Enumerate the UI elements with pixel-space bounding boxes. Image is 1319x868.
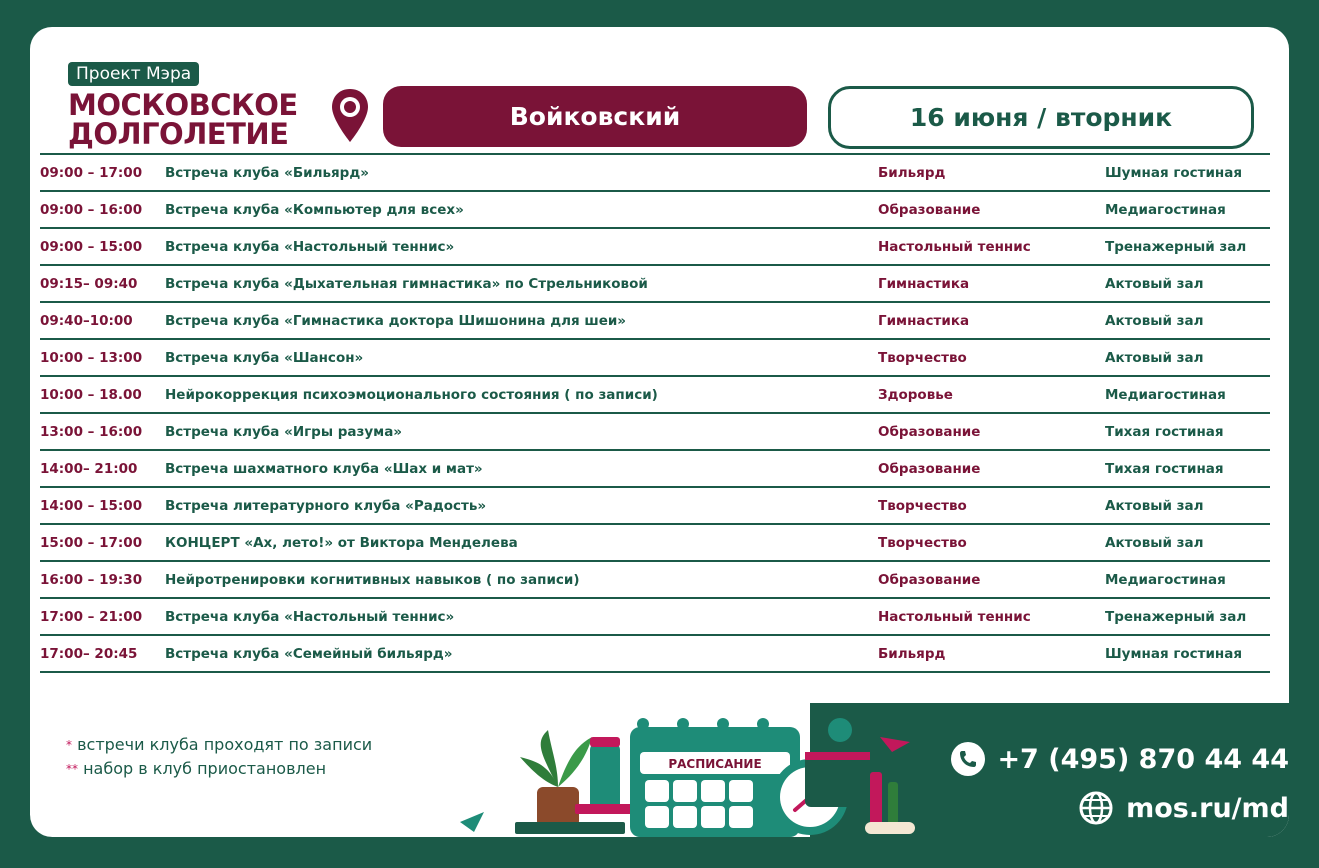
table-row <box>40 228 1270 265</box>
event-category: Творчество <box>878 534 967 551</box>
event-name: Встреча клуба «Компьютер для всех» <box>165 201 464 218</box>
website-contact[interactable] <box>1078 790 1289 826</box>
event-name: Встреча клуба «Бильярд» <box>165 164 369 181</box>
event-name: Встреча клуба «Семейный бильярд» <box>165 645 453 662</box>
event-room: Шумная гостиная <box>1105 164 1243 181</box>
table-row <box>40 302 1270 339</box>
footnotes <box>66 733 372 781</box>
event-room: Медиагостиная <box>1105 386 1226 403</box>
table-row <box>40 265 1270 302</box>
event-name: Нейротренировки когнитивных навыков ( по записи) <box>165 571 580 588</box>
event-name: Встреча клуба «Настольный теннис» <box>165 238 455 255</box>
event-time: 17:00– 20:45 <box>40 645 138 662</box>
event-category: Творчество <box>878 497 967 514</box>
event-time: 17:00 – 21:00 <box>40 608 143 625</box>
schedule-table <box>40 153 1270 673</box>
event-name: Встреча шахматного клуба «Шах и мат» <box>165 460 483 477</box>
event-room: Тренажерный зал <box>1105 608 1247 625</box>
event-room: Актовый зал <box>1105 349 1204 366</box>
event-time: 10:00 – 13:00 <box>40 349 143 366</box>
event-category: Настольный теннис <box>878 608 1031 625</box>
table-row <box>40 524 1270 561</box>
event-name: Нейрокоррекция психоэмоционального состояния ( по записи) <box>165 386 658 403</box>
table-row <box>40 191 1270 228</box>
event-room: Актовый зал <box>1105 275 1204 292</box>
event-category: Настольный теннис <box>878 238 1031 255</box>
event-room: Шумная гостиная <box>1105 645 1243 662</box>
event-time: 16:00 – 19:30 <box>40 571 143 588</box>
event-time: 09:00 – 17:00 <box>40 164 143 181</box>
event-time: 14:00 – 15:00 <box>40 497 143 514</box>
event-name: КОНЦЕРТ «Ах, лето!» от Виктора Менделева <box>165 534 518 551</box>
event-time: 09:00 – 16:00 <box>40 201 143 218</box>
table-row <box>40 487 1270 524</box>
event-category: Бильярд <box>878 645 946 662</box>
event-room: Тренажерный зал <box>1105 238 1247 255</box>
event-category: Образование <box>878 460 981 477</box>
event-room: Актовый зал <box>1105 534 1204 551</box>
event-name: Встреча клуба «Дыхательная гимнастика» по Стрельниковой <box>165 275 648 292</box>
table-row <box>40 339 1270 376</box>
event-name: Встреча клуба «Настольный теннис» <box>165 608 455 625</box>
event-room: Медиагостиная <box>1105 571 1226 588</box>
table-row <box>40 413 1270 450</box>
schedule-illustration <box>440 682 920 837</box>
event-time: 10:00 – 18.00 <box>40 386 142 403</box>
event-name: Встреча литературного клуба «Радость» <box>165 497 487 514</box>
event-category: Здоровье <box>878 386 953 403</box>
logo-title: МОСКОВСКОЕ ДОЛГОЛЕТИЕ <box>68 88 298 151</box>
event-room: Тихая гостиная <box>1105 460 1224 477</box>
table-row <box>40 376 1270 413</box>
event-category: Образование <box>878 423 981 440</box>
project-label: Проект Мэра <box>68 62 199 86</box>
event-category: Гимнастика <box>878 275 970 292</box>
event-room: Актовый зал <box>1105 312 1204 329</box>
event-room: Медиагостиная <box>1105 201 1226 218</box>
note-2: ** набор в клуб приостановлен <box>66 759 327 778</box>
phone-number: +7 (495) 870 44 44 <box>997 743 1289 775</box>
event-time: 09:40–10:00 <box>40 312 133 329</box>
location-name: Войковский <box>383 86 807 147</box>
event-time: 09:00 – 15:00 <box>40 238 143 255</box>
event-room: Тихая гостиная <box>1105 423 1224 440</box>
event-time: 09:15– 09:40 <box>40 275 138 292</box>
table-row <box>40 598 1270 635</box>
event-name: Встреча клуба «Шансон» <box>165 349 364 366</box>
event-category: Бильярд <box>878 164 946 181</box>
event-name: Встреча клуба «Игры разума» <box>165 423 403 440</box>
phone-icon <box>951 742 985 776</box>
event-category: Образование <box>878 571 981 588</box>
event-category: Творчество <box>878 349 967 366</box>
table-row <box>40 450 1270 487</box>
event-name: Встреча клуба «Гимнастика доктора Шишонина для шеи» <box>165 312 627 329</box>
event-room: Актовый зал <box>1105 497 1204 514</box>
globe-icon <box>1078 790 1114 826</box>
event-category: Образование <box>878 201 981 218</box>
event-category: Гимнастика <box>878 312 970 329</box>
calendar-label: РАСПИСАНИЕ <box>668 757 762 771</box>
date-label: 16 июня / вторник <box>828 86 1254 149</box>
phone-contact[interactable] <box>951 742 1289 776</box>
table-row <box>40 635 1270 672</box>
schedule-card <box>30 27 1289 837</box>
table-row <box>40 154 1270 191</box>
website-url: mos.ru/md <box>1126 792 1289 824</box>
event-time: 15:00 – 17:00 <box>40 534 143 551</box>
event-time: 14:00– 21:00 <box>40 460 138 477</box>
note-1: * встречи клуба проходят по записи <box>66 735 373 754</box>
table-row <box>40 561 1270 598</box>
event-time: 13:00 – 16:00 <box>40 423 143 440</box>
location-pin-icon <box>329 87 371 145</box>
